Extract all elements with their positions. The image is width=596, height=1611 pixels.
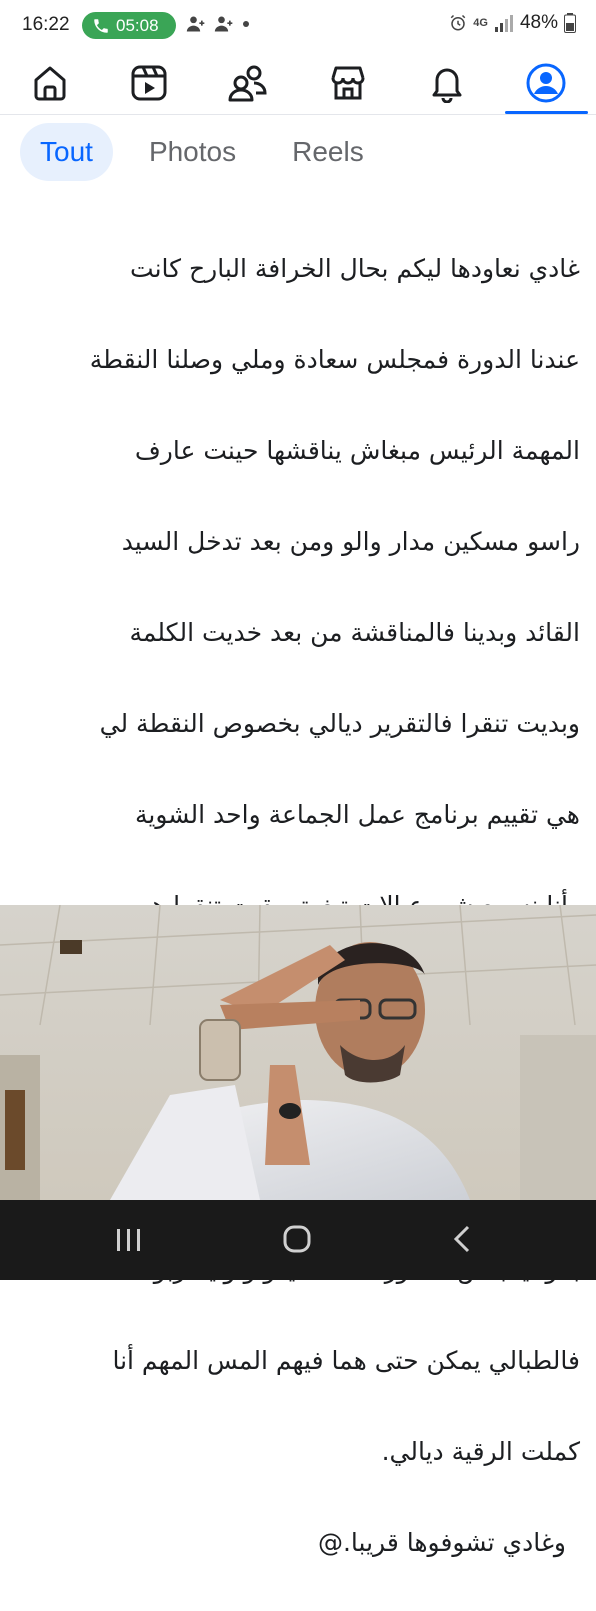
post-photo[interactable]	[0, 905, 596, 1200]
home-icon	[30, 63, 70, 103]
post-line: غادي نعاودها ليكم بحال الخرافة البارح كانت	[130, 253, 580, 283]
profile-icon	[525, 62, 567, 104]
signal-icon	[494, 14, 514, 32]
call-duration: 05:08	[116, 15, 159, 35]
nav-notifications[interactable]	[397, 52, 496, 114]
bell-icon	[427, 63, 467, 103]
back-icon[interactable]	[450, 1224, 476, 1254]
battery-percent: 48%	[519, 12, 558, 33]
alarm-icon	[449, 14, 467, 32]
battery-icon	[564, 13, 576, 33]
person-add-icon	[186, 14, 206, 34]
post-line: كملت الرقية ديالي.	[381, 1436, 580, 1466]
ongoing-call-pill[interactable]	[82, 12, 176, 39]
post-line: عندنا الدورة فمجلس سعادة وملي وصلنا النقطة	[89, 344, 580, 374]
post-line: وبديت تنقرا فالتقرير ديالي بخصوص النقطة لي	[99, 708, 580, 738]
post-line: هي تقييم برنامج عمل الجماعة واحد الشوية	[134, 799, 580, 829]
network-type: 4G	[473, 17, 488, 29]
video-icon	[129, 63, 169, 103]
android-navigation-bar	[0, 1200, 596, 1280]
status-bar	[0, 0, 596, 52]
status-time: 16:22	[22, 14, 70, 35]
friends-icon	[227, 63, 269, 103]
person-add-icon	[214, 14, 234, 34]
post-line: المهمة الرئيس مبغاش يناقشها حينت عارف	[134, 435, 580, 465]
marketplace-icon	[328, 63, 368, 103]
filter-tabs	[20, 122, 384, 182]
tab-tout[interactable]: Tout	[20, 123, 113, 181]
post-line: القائد وبدينا فالمناقشة من بعد خديت الكلمة	[129, 617, 580, 647]
notification-icons	[186, 14, 250, 34]
post-line: راسو مسكين مدار والو ومن بعد تدخل السيد	[121, 526, 580, 556]
nav-marketplace[interactable]	[298, 52, 397, 114]
post-line: وغادي تشوفوها قريبا.@	[317, 1527, 566, 1557]
nav-video[interactable]	[99, 52, 198, 114]
top-navigation	[0, 52, 596, 115]
photo-image	[0, 905, 596, 1200]
home-button-icon[interactable]	[282, 1224, 312, 1254]
tab-photos[interactable]: Photos	[148, 136, 237, 167]
post-line: فالطبالي يمكن حتى هما فيهم المس المهم أنا	[112, 1345, 580, 1375]
nav-friends[interactable]	[199, 52, 298, 114]
system-status	[449, 12, 576, 34]
nav-home[interactable]	[0, 52, 99, 114]
nav-profile[interactable]	[497, 52, 596, 114]
tab-reels[interactable]: Reels	[292, 136, 364, 167]
recent-apps-icon[interactable]	[114, 1226, 144, 1254]
dot-icon	[242, 20, 250, 28]
phone-icon	[92, 17, 110, 35]
